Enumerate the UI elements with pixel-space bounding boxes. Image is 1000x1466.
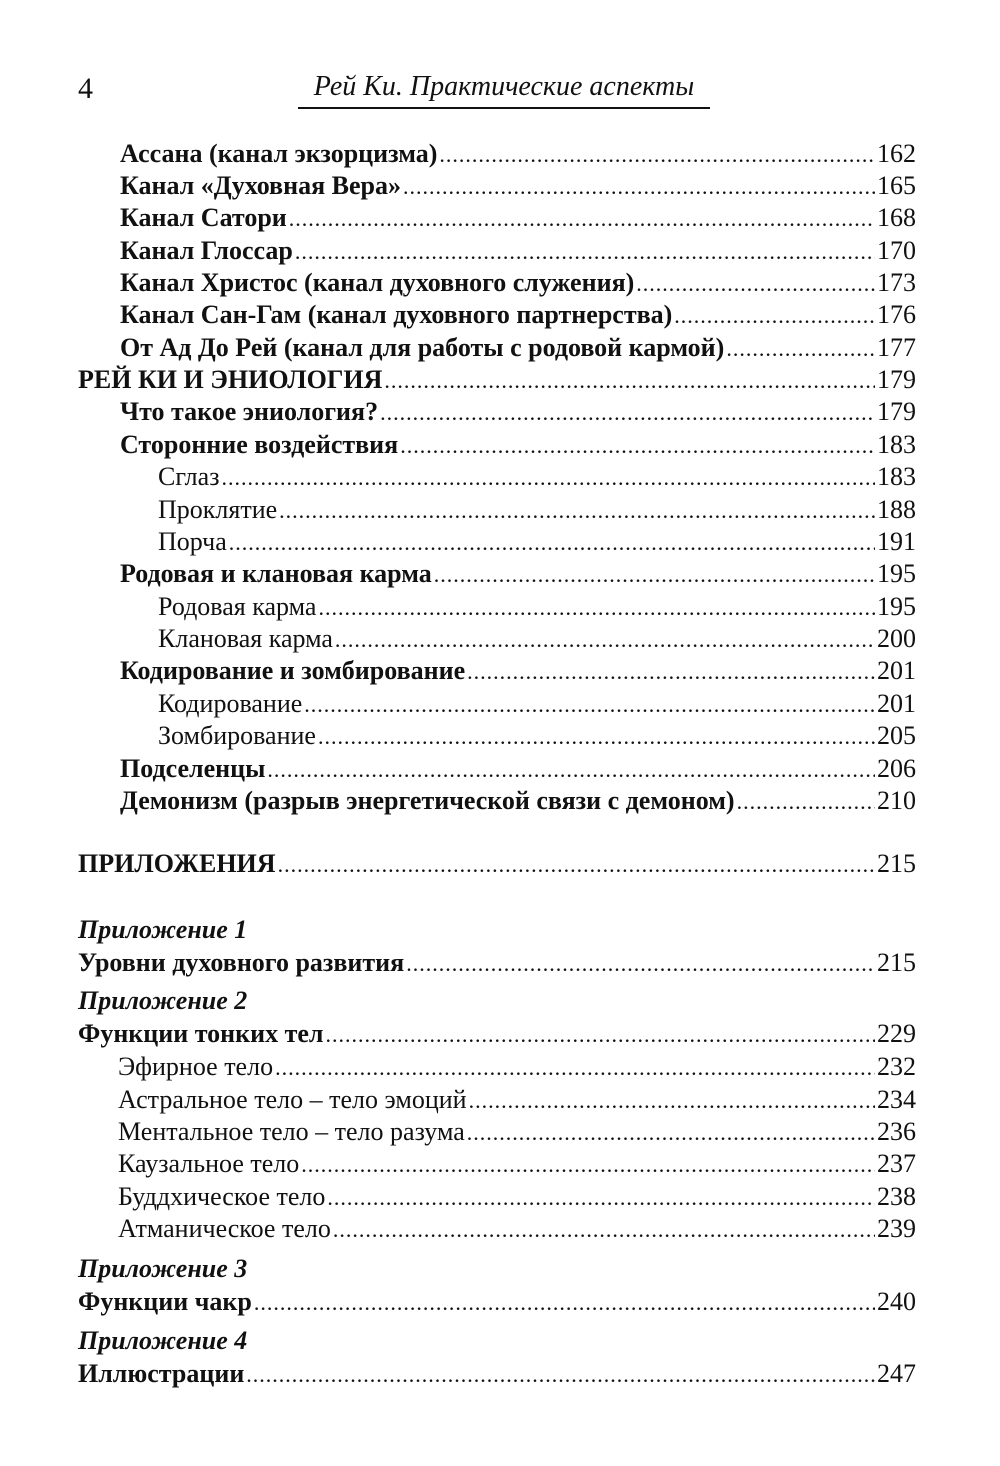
- toc-entry-title: Функции тонких тел: [78, 1019, 324, 1048]
- appendix-label-4: Приложение 4: [78, 1326, 248, 1355]
- dot-leader: [246, 1359, 875, 1391]
- toc-entry-page: 176: [877, 300, 916, 329]
- toc-entry-mental-body: [118, 1116, 916, 1148]
- toc-entry-astral-body: [118, 1084, 916, 1116]
- toc-entry-page: 188: [877, 495, 916, 524]
- toc-entry-atmanic-body: [118, 1213, 916, 1245]
- dot-leader: [254, 1287, 875, 1319]
- dot-leader: [384, 365, 875, 397]
- toc-entry-evil-eye: [158, 461, 916, 493]
- toc-entry-page: 170: [877, 236, 916, 265]
- toc-entry-page: 195: [877, 559, 916, 588]
- toc-entry-page: 236: [877, 1117, 916, 1146]
- toc-entry-title: Канал Сатори: [120, 203, 287, 232]
- appendix-label-3: Приложение 3: [78, 1254, 248, 1283]
- toc-entry-page: 191: [877, 527, 916, 556]
- toc-entry-page: 234: [877, 1085, 916, 1114]
- appendix-label-2: Приложение 2: [78, 986, 248, 1015]
- toc-entry-zombification: [158, 720, 916, 752]
- toc-entry-illustrations: [78, 1358, 916, 1390]
- toc-entry-title: Ментальное тело – тело разума: [118, 1117, 465, 1146]
- toc-entry-page: 183: [877, 430, 916, 459]
- dot-leader: [333, 1214, 875, 1246]
- toc-entry-page: 210: [877, 786, 916, 815]
- dot-leader: [467, 656, 875, 688]
- dot-leader: [400, 430, 875, 462]
- toc-entry-san-gam: [120, 299, 916, 331]
- dot-leader: [636, 268, 875, 300]
- toc-entry-page: 168: [877, 203, 916, 232]
- dot-leader: [439, 139, 875, 171]
- toc-entry-title: Канал Сан-Гам (канал духовного партнерства): [120, 300, 673, 329]
- dot-leader: [326, 1019, 875, 1051]
- toc-entry-title: Функции чакр: [78, 1287, 252, 1316]
- dot-leader: [278, 849, 875, 881]
- toc-entry-title: Кодирование: [158, 689, 303, 718]
- toc-entry-title: Сторонние воздействия: [120, 430, 399, 459]
- toc-section-appendices: [78, 848, 916, 880]
- toc-entry-page: 247: [877, 1359, 916, 1388]
- toc-entry-title: Канал Глоссар: [120, 236, 293, 265]
- toc-entry-causal-body: [118, 1148, 916, 1180]
- toc-entry-title: Каузальное тело: [118, 1149, 300, 1178]
- page-number: 4: [78, 72, 93, 105]
- toc-entry-title: Зомбирование: [158, 721, 316, 750]
- toc-entry-etheric-body: [118, 1051, 916, 1083]
- dot-leader: [229, 527, 875, 559]
- running-title: Рей Ки. Практические аспекты: [298, 70, 710, 109]
- dot-leader: [301, 1149, 875, 1181]
- toc-entry-title: Ассана (канал экзорцизма): [120, 139, 438, 168]
- toc-entry-page: 165: [877, 171, 916, 200]
- toc-entry-title: Родовая и клановая карма: [120, 559, 432, 588]
- toc-section-reiki-eniology: [78, 364, 916, 396]
- dot-leader: [469, 1085, 875, 1117]
- toc-entry-page: 183: [877, 462, 916, 491]
- toc-entry-entities: [120, 753, 916, 785]
- toc-entry-page: 173: [877, 268, 916, 297]
- toc-entry-spiritual-levels: [78, 947, 916, 979]
- toc-entry-what-is-eniology: [120, 396, 916, 428]
- toc-entry-ancestral-karma: [158, 591, 916, 623]
- toc-entry-page: 229: [877, 1019, 916, 1048]
- toc-entry-title: От Ад До Рей (канал для работы с родовой кармой): [120, 333, 725, 362]
- toc-entry-title: Кодирование и зомбирование: [120, 656, 466, 685]
- dot-leader: [327, 1182, 875, 1214]
- toc-entry-clan-karma: [158, 623, 916, 655]
- toc-entry-page: 200: [877, 624, 916, 653]
- toc-entry-title: Сглаз: [158, 462, 220, 491]
- toc-entry-title: Порча: [158, 527, 227, 556]
- toc-entry-page: 177: [877, 333, 916, 362]
- toc-entry-coding: [158, 688, 916, 720]
- toc-entry-title: Демонизм (разрыв энергетической связи с демоном): [120, 786, 735, 815]
- toc-entry-assana: [120, 138, 916, 170]
- toc-entry-subtle-bodies: [78, 1018, 916, 1050]
- dot-leader: [434, 559, 875, 591]
- toc-entry-curse: [158, 494, 916, 526]
- appendix-label-1: Приложение 1: [78, 915, 248, 944]
- toc-entry-title: Иллюстрации: [78, 1359, 245, 1388]
- toc-entry-title: Клановая карма: [158, 624, 333, 653]
- dot-leader: [267, 754, 875, 786]
- dot-leader: [403, 171, 875, 203]
- toc-entry-title: Подселенцы: [120, 754, 266, 783]
- toc-entry-title: РЕЙ КИ И ЭНИОЛОГИЯ: [78, 365, 383, 394]
- toc-entry-ot-ad-do-rei: [120, 332, 916, 364]
- dot-leader: [726, 333, 875, 365]
- dot-leader: [674, 300, 875, 332]
- dot-leader: [295, 236, 875, 268]
- toc-entry-page: 240: [877, 1287, 916, 1316]
- toc-entry-page: 232: [877, 1052, 916, 1081]
- toc-entry-title: Эфирное тело: [118, 1052, 274, 1081]
- toc-entry-demonism: [120, 785, 916, 817]
- toc-entry-page: 195: [877, 592, 916, 621]
- toc-entry-page: 206: [877, 754, 916, 783]
- dot-leader: [318, 721, 875, 753]
- toc-entry-page: 239: [877, 1214, 916, 1243]
- toc-entry-page: 238: [877, 1182, 916, 1211]
- toc-entry-title: Родовая карма: [158, 592, 317, 621]
- dot-leader: [318, 592, 875, 624]
- toc-entry-title: Уровни духовного развития: [78, 948, 405, 977]
- toc-entry-page: 215: [877, 948, 916, 977]
- toc-entry-chakra-functions: [78, 1286, 916, 1318]
- toc-entry-satori: [120, 202, 916, 234]
- toc-entry-page: 201: [877, 656, 916, 685]
- dot-leader: [289, 203, 875, 235]
- toc-entry-title: Астральное тело – тело эмоций: [118, 1085, 467, 1114]
- toc-entry-page: 201: [877, 689, 916, 718]
- dot-leader: [279, 495, 875, 527]
- toc-entry-page: 215: [877, 849, 916, 878]
- toc-entry-spiritual-faith: [120, 170, 916, 202]
- dot-leader: [221, 462, 875, 494]
- toc-entry-damage: [158, 526, 916, 558]
- toc-entry-page: 162: [877, 139, 916, 168]
- toc-entry-title: Канал «Духовная Вера»: [120, 171, 401, 200]
- toc-entry-page: 237: [877, 1149, 916, 1178]
- dot-leader: [275, 1052, 875, 1084]
- toc-entry-title: Атманическое тело: [118, 1214, 331, 1243]
- toc-entry-external-influences: [120, 429, 916, 461]
- toc-entry-title: Канал Христос (канал духовного служения): [120, 268, 635, 297]
- toc-entry-coding-zombification: [120, 655, 916, 687]
- dot-leader: [335, 624, 875, 656]
- toc-entry-page: 179: [877, 397, 916, 426]
- toc-entry-title: Буддхическое тело: [118, 1182, 326, 1211]
- toc-entry-page: 179: [877, 365, 916, 394]
- dot-leader: [304, 689, 875, 721]
- toc-entry-title: ПРИЛОЖЕНИЯ: [78, 849, 276, 878]
- dot-leader: [737, 786, 875, 818]
- toc-entry-ancestral-clan-karma: [120, 558, 916, 590]
- toc-entry-christos: [120, 267, 916, 299]
- dot-leader: [406, 948, 875, 980]
- dot-leader: [467, 1117, 875, 1149]
- toc-entry-glossar: [120, 235, 916, 267]
- toc-entry-title: Проклятие: [158, 495, 278, 524]
- toc-entry-title: Что такое эниология?: [120, 397, 379, 426]
- toc-entry-page: 205: [877, 721, 916, 750]
- dot-leader: [380, 397, 875, 429]
- toc-entry-buddhic-body: [118, 1181, 916, 1213]
